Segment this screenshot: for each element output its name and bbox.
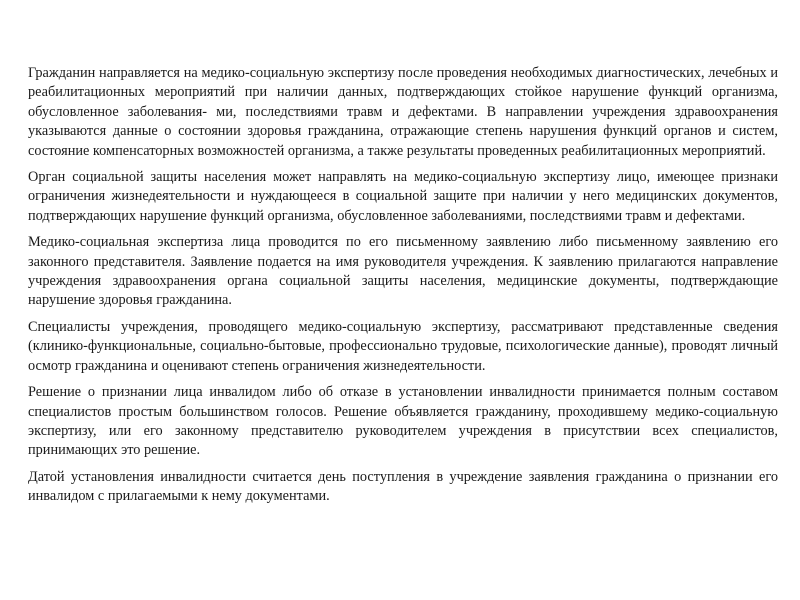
paragraph-specialists: Специалисты учреждения, проводящего медико-социальную экспертизу, рассматривают представленные сведения (клинико-функциональные, социально-бытовые, профессионально трудовые, психологические данные), проводят личный осмотр гражданина и оценивают степень ограничения жизнедеятельности. <box>28 318 778 374</box>
paragraph-application: Медико-социальная экспертиза лица проводится по его письменному заявлению либо письменному заявлению его законного представителя. Заявление подается на имя руководителя учреждения. К заявлению прилагаются направление учреждения здравоохранения органа социальной защиты населения, медицинские документы, подтверждающие нарушение здоровья гражданина. <box>28 234 778 309</box>
paragraph-referral-social: Орган социальной защиты населения может направлять на медико-социальную экспертизу лицо, имеющее признаки ограничения жизнедеятельности и нуждающееся в социальной защите при наличии у него медицинских документов, подтверждающих нарушение функций организма, обусловленное заболеваниями, последствиями травм и дефектами. <box>28 169 778 224</box>
paragraph-referral-medical: Гражданин направляется на медико-социальную экспертизу после проведения необходимых диагностических, лечебных и реабилитационных мероприятий при наличии данных, подтверждающих стойкое нарушение функций организма, обусловленное заболевания- ми, последствиями травм и дефектами. В направлении учреждения здравоохранения указываются данные о состоянии здоровья гражданина, отражающие степень нарушения функций органов и систем, состояние компенсаторных возможностей организма, а также результаты проведенных реабилитационных мероприятий. <box>28 65 778 159</box>
paragraph-decision: Решение о признании лица инвалидом либо об отказе в установлении инвалидности принимается полным составом специалистов простым большинством голосов. Решение объявляется гражданину, проходившему медико-социальную экспертизу, или его законному представителю руководителем учреждения в присутствии всех специалистов, принимающих это решение. <box>28 384 778 459</box>
paragraph-date: Датой установления инвалидности считается день поступления в учреждение заявления гражданина о признании его инвалидом с прилагаемыми к нему документами. <box>28 468 778 505</box>
document-body <box>28 64 778 514</box>
